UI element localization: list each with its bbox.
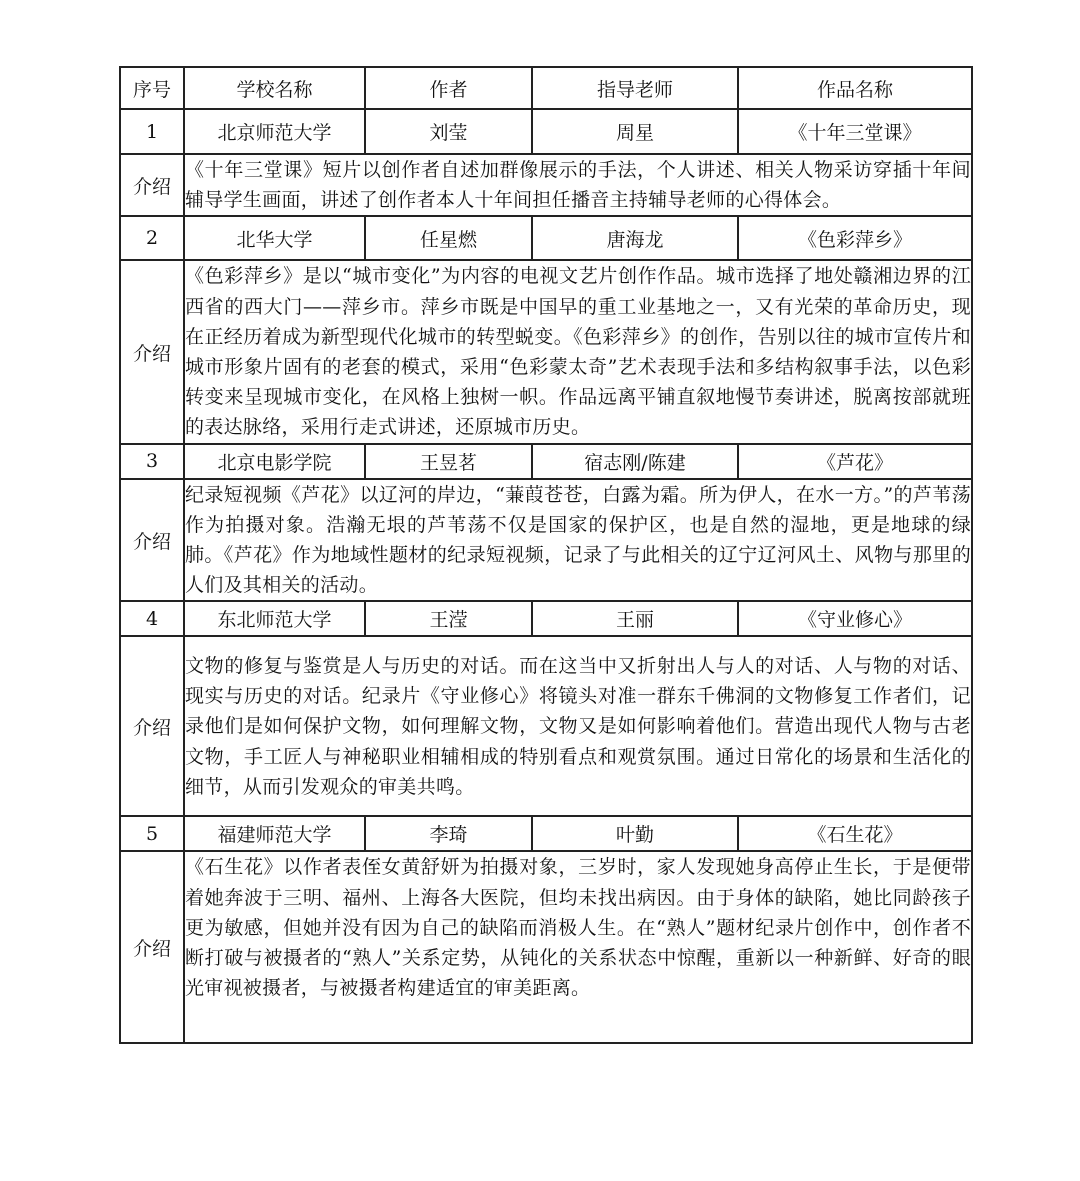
intro-label: 介绍	[120, 154, 184, 216]
entry-advisor: 王丽	[532, 601, 738, 636]
works-table	[119, 66, 973, 1044]
entry-school: 北华大学	[184, 216, 365, 260]
entry-school: 福建师范大学	[184, 816, 365, 851]
entry-advisor: 周星	[532, 109, 738, 154]
entry-index: 2	[120, 216, 184, 260]
intro-text: 文物的修复与鉴赏是人与历史的对话。而在这当中又折射出人与人的对话、人与物的对话、现实与历史的对话。纪录片《守业修心》将镜头对准一群东千佛洞的文物修复工作者们，记录他们是如何保护文物，如何理解文物，文物又是如何影响着他们。营造出现代人物与古老文物，手工匠人与神秘职业相辅相成的特别看点和观赏氛围。通过日常化的场景和生活化的细节，从而引发观众的审美共鸣。	[184, 636, 972, 816]
intro-row	[120, 260, 972, 443]
entry-work: 《十年三堂课》	[738, 109, 972, 154]
header-author: 作者	[365, 67, 532, 109]
entry-author: 王滢	[365, 601, 532, 636]
intro-row	[120, 154, 972, 216]
intro-row	[120, 479, 972, 602]
intro-label: 介绍	[120, 636, 184, 816]
intro-text: 《十年三堂课》短片以创作者自述加群像展示的手法，个人讲述、相关人物采访穿插十年间辅导学生画面，讲述了创作者本人十年间担任播音主持辅导老师的心得体会。	[184, 154, 972, 216]
header-school: 学校名称	[184, 67, 365, 109]
entry-school: 北京电影学院	[184, 444, 365, 479]
header-work: 作品名称	[738, 67, 972, 109]
intro-text: 《石生花》以作者表侄女黄舒妍为拍摄对象，三岁时，家人发现她身高停止生长，于是便带着她奔波于三明、福州、上海各大医院，但均未找出病因。由于身体的缺陷，她比同龄孩子更为敏感，但她并没有因为自己的缺陷而消极人生。在“熟人”题材纪录片创作中，创作者不断打破与被摄者的“熟人”关系定势，从钝化的关系状态中惊醒，重新以一种新鲜、好奇的眼光审视被摄者，与被摄者构建适宜的审美距离。	[184, 851, 972, 1043]
entry-index: 5	[120, 816, 184, 851]
entry-index: 1	[120, 109, 184, 154]
table-row	[120, 216, 972, 260]
entry-advisor: 宿志刚/陈建	[532, 444, 738, 479]
header-advisor: 指导老师	[532, 67, 738, 109]
entry-advisor: 叶勤	[532, 816, 738, 851]
entry-work: 《芦花》	[738, 444, 972, 479]
table-row	[120, 816, 972, 851]
entry-work: 《石生花》	[738, 816, 972, 851]
intro-row	[120, 851, 972, 1043]
table-row	[120, 109, 972, 154]
intro-text: 纪录短视频《芦花》以辽河的岸边，“蒹葭苍苍，白露为霜。所为伊人，在水一方。”的芦苇荡作为拍摄对象。浩瀚无垠的芦苇荡不仅是国家的保护区，也是自然的湿地，更是地球的绿肺。《芦花》作为地域性题材的纪录短视频，记录了与此相关的辽宁辽河风土、风物与那里的人们及其相关的活动。	[184, 479, 972, 602]
table-row	[120, 444, 972, 479]
entry-author: 刘莹	[365, 109, 532, 154]
entry-author: 任星燃	[365, 216, 532, 260]
entry-author: 李琦	[365, 816, 532, 851]
entry-index: 4	[120, 601, 184, 636]
intro-label: 介绍	[120, 851, 184, 1043]
entry-school: 东北师范大学	[184, 601, 365, 636]
entry-advisor: 唐海龙	[532, 216, 738, 260]
entry-author: 王昱茗	[365, 444, 532, 479]
entry-index: 3	[120, 444, 184, 479]
intro-text: 《色彩萍乡》是以“城市变化”为内容的电视文艺片创作作品。城市选择了地处赣湘边界的江西省的西大门——萍乡市。萍乡市既是中国早的重工业基地之一，又有光荣的革命历史，现在正经历着成为新型现代化城市的转型蜕变。《色彩萍乡》的创作，告别以往的城市宣传片和城市形象片固有的老套的模式，采用“色彩蒙太奇”艺术表现手法和多结构叙事手法，以色彩转变来呈现城市变化，在风格上独树一帜。作品远离平铺直叙地慢节奏讲述，脱离按部就班的表达脉络，采用行走式讲述，还原城市历史。	[184, 260, 972, 443]
header-row	[120, 67, 972, 109]
table-row	[120, 601, 972, 636]
intro-row	[120, 636, 972, 816]
header-index: 序号	[120, 67, 184, 109]
intro-label: 介绍	[120, 260, 184, 443]
entry-work: 《守业修心》	[738, 601, 972, 636]
entry-work: 《色彩萍乡》	[738, 216, 972, 260]
intro-label: 介绍	[120, 479, 184, 602]
entry-school: 北京师范大学	[184, 109, 365, 154]
